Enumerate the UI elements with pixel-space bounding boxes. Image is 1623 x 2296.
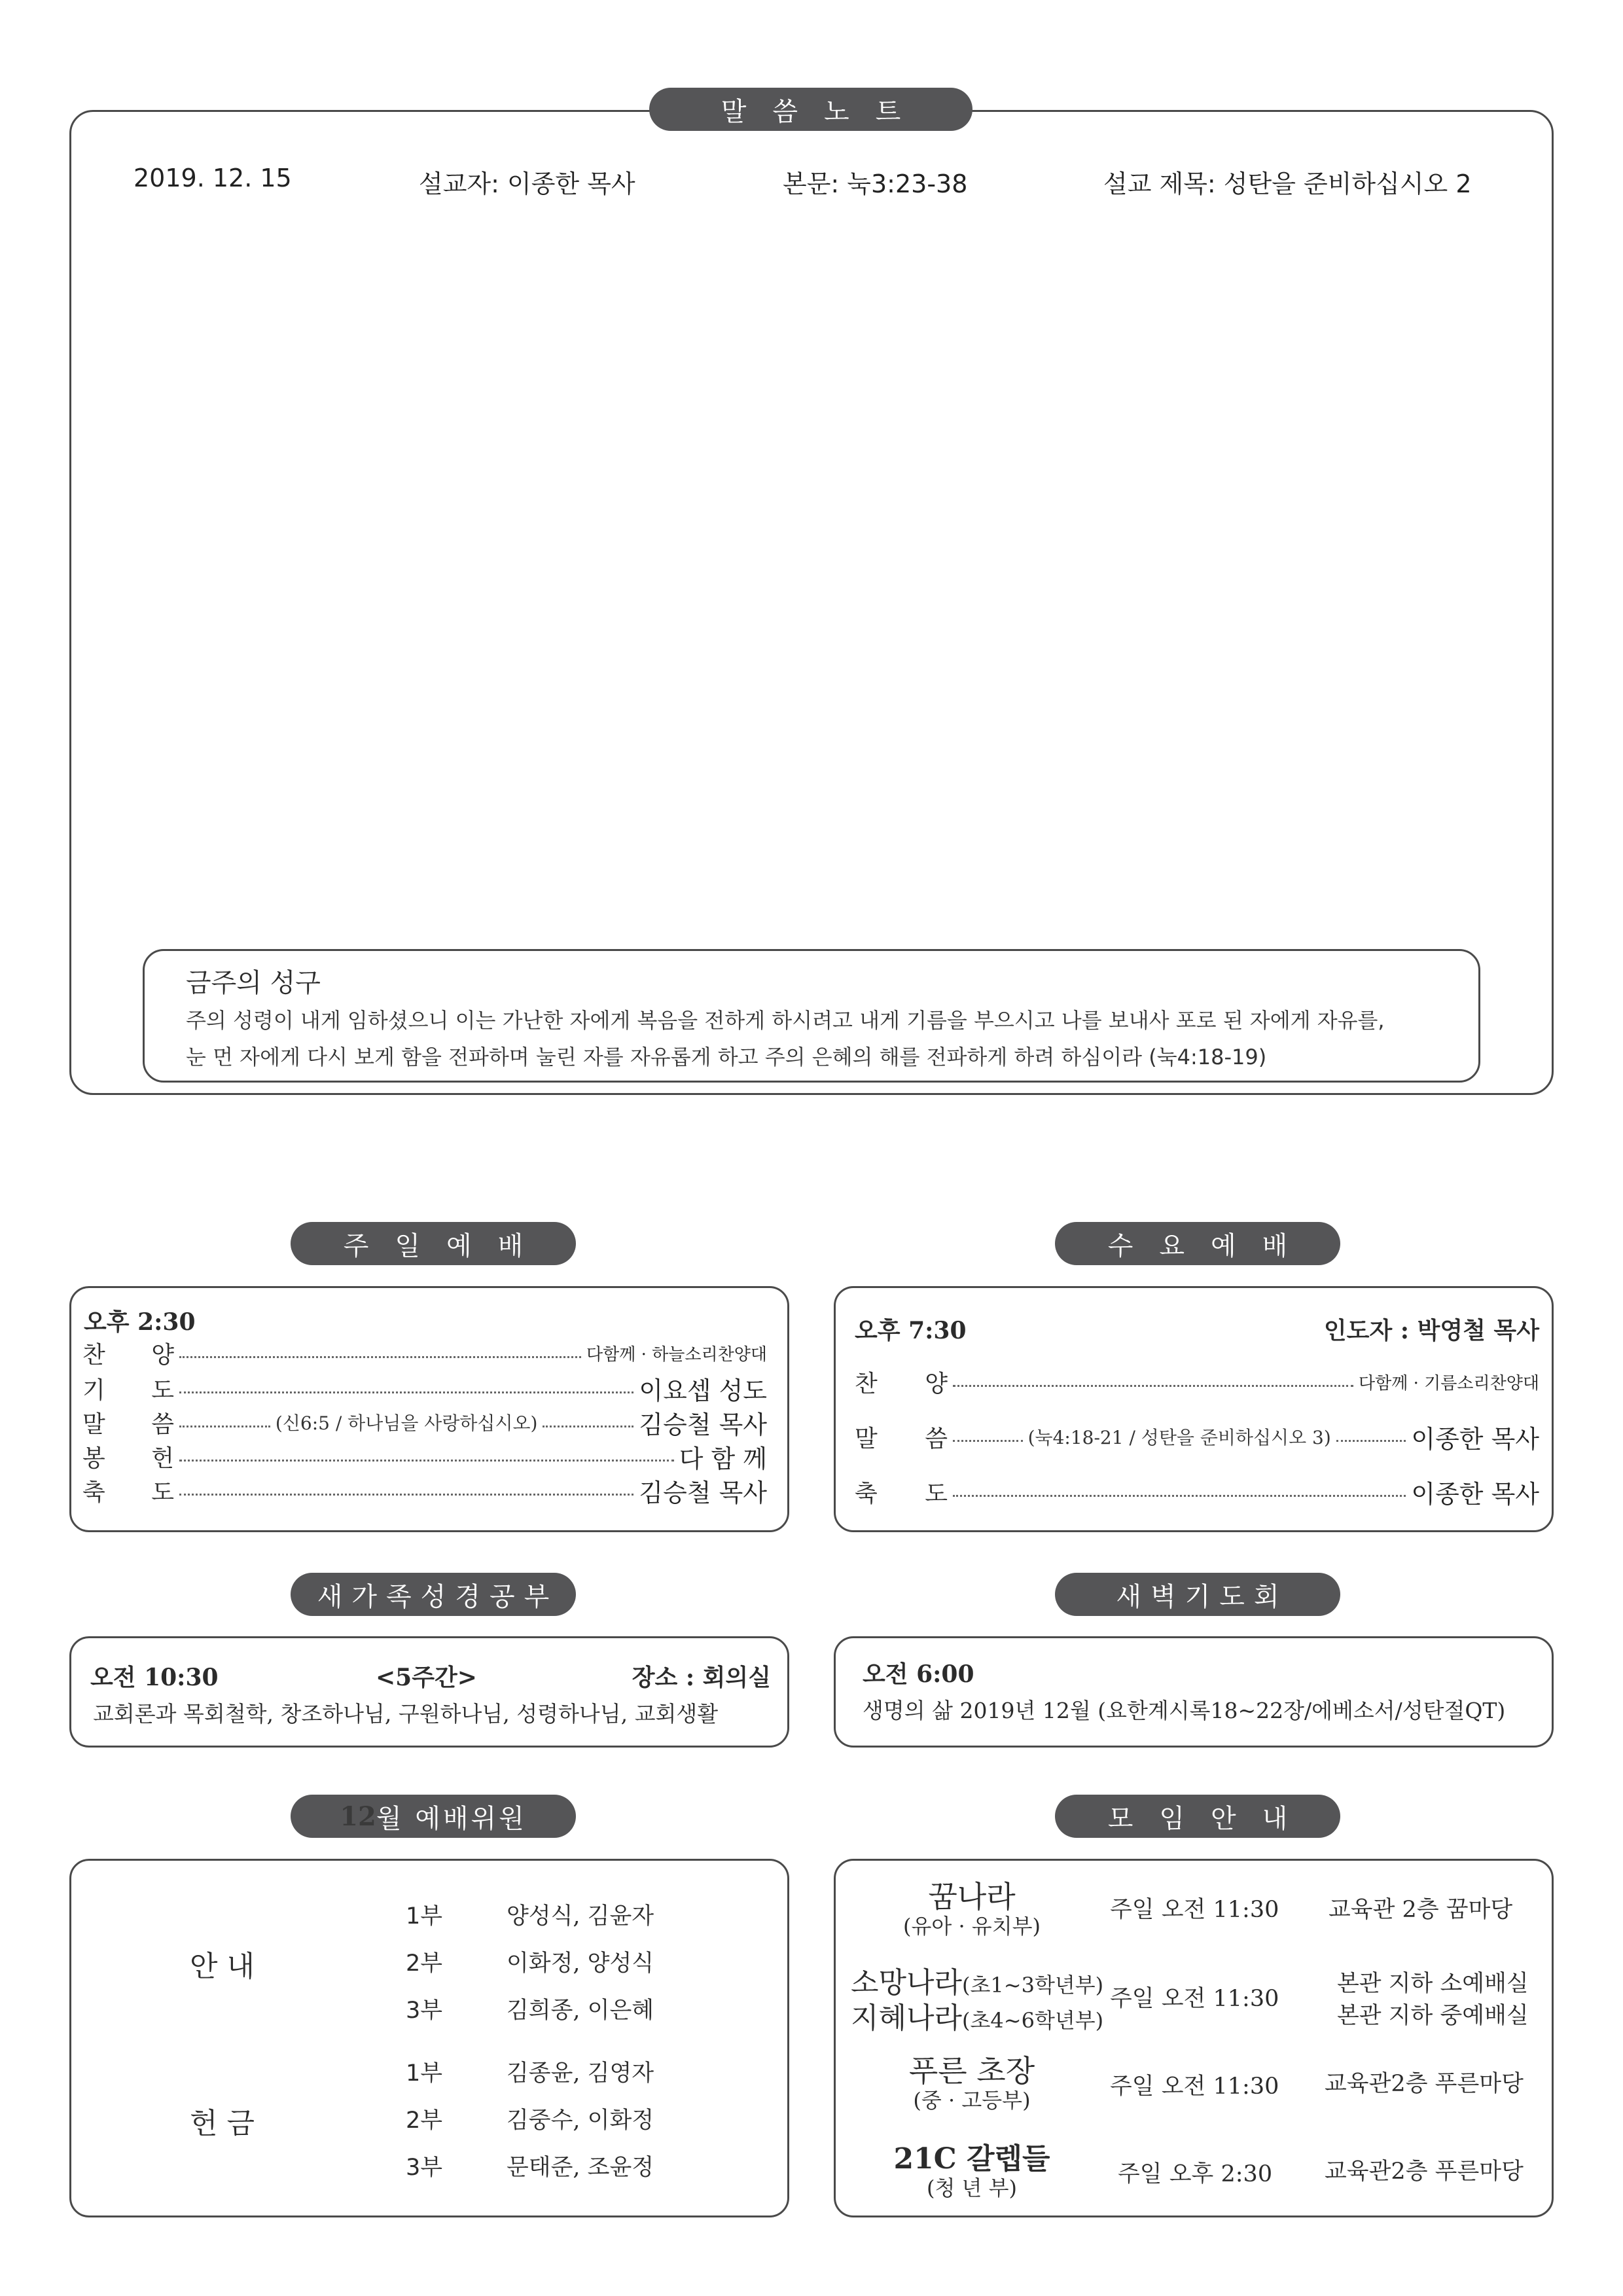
- committee-names: 김종윤, 김영자: [507, 2060, 654, 2087]
- sunday-order-row: [82, 1336, 767, 1369]
- sunday-order-label: [82, 1440, 174, 1473]
- meeting-hope-place: 본관 지하 소예배실: [1337, 1971, 1529, 1997]
- leader-dots: [1336, 1440, 1406, 1442]
- wednesday-order-label-char: 축: [855, 1480, 878, 1507]
- sunday-order-scripture: (신6:5 / 하나님을 사랑하십시오): [275, 1412, 538, 1434]
- leader-dots: [179, 1426, 270, 1427]
- sermon-title: 설교 제목: 성탄을 준비하십시오 2: [1103, 170, 1472, 198]
- dawn-prayer-title: 새벽기도회: [1055, 1573, 1340, 1616]
- sunday-order-person: 다함께 · 하늘소리찬양대: [586, 1344, 767, 1365]
- meeting-caleb-place: 교육관2층 푸른마당: [1325, 2159, 1524, 2185]
- bible-study-duration: <5주간>: [376, 1664, 477, 1691]
- meeting-wisdom-place: 본관 지하 중예배실: [1337, 2003, 1529, 2029]
- committee-names: 김중수, 이화정: [507, 2108, 654, 2134]
- sunday-order-label-char: 봉: [82, 1444, 105, 1472]
- wednesday-order-row: [855, 1420, 1539, 1453]
- wednesday-order-label-char: 찬: [855, 1370, 878, 1397]
- sunday-order-row: [82, 1440, 767, 1473]
- meeting-green-name: 푸른 초장: [908, 2053, 1035, 2089]
- wednesday-order-label: [855, 1365, 948, 1399]
- wednesday-order-label: [855, 1475, 948, 1509]
- meeting-caleb-name: 21C 갈렙들: [893, 2142, 1050, 2176]
- leader-dots: [179, 1494, 633, 1496]
- wednesday-order-label-char: 양: [925, 1370, 948, 1397]
- leader-dots: [953, 1440, 1023, 1442]
- meeting-green-place: 교육관2층 푸른마당: [1325, 2071, 1524, 2097]
- wednesday-worship-title: 수요예배: [1055, 1222, 1340, 1265]
- sunday-order-label: [82, 1406, 174, 1439]
- sunday-order-person: 다 함 께: [679, 1444, 767, 1473]
- sunday-order-person: 김승철 목사: [639, 1478, 767, 1507]
- committee-group-name: 헌 금: [190, 2107, 255, 2140]
- sunday-order-label: [82, 1474, 174, 1507]
- sermon-text: 본문: 눅3:23-38: [783, 170, 968, 198]
- sermon-note-box: [69, 110, 1554, 1095]
- committee-part: 2부: [406, 2108, 443, 2134]
- meeting-dream-name: 꿈나라: [928, 1879, 1016, 1914]
- sunday-order-label: [82, 1336, 174, 1370]
- wednesday-order-person: 다함께 · 기름소리찬양대: [1359, 1373, 1539, 1393]
- sunday-order-label: [82, 1372, 174, 1405]
- sermon-note-title: 말씀노트: [649, 88, 972, 131]
- leader-dots: [543, 1426, 633, 1427]
- wednesday-order-label-char: 씀: [925, 1425, 948, 1452]
- wednesday-order-label-char: 도: [925, 1480, 948, 1507]
- meeting-caleb-sub: (청 년 부): [926, 2176, 1018, 2200]
- wednesday-order-row: [855, 1365, 1539, 1398]
- meeting-wisdom-title: 지혜나라: [851, 2001, 963, 2035]
- wednesday-order-label-char: 말: [855, 1425, 878, 1452]
- dawn-prayer-material: 생명의 삶 2019년 12월 (요한계시록18~22장/에베소서/성탄절QT): [863, 1698, 1506, 1723]
- dawn-prayer-box: [834, 1636, 1554, 1748]
- committee-part: 1부: [406, 2060, 443, 2087]
- meeting-dream-sub: (유아 · 유치부): [902, 1914, 1041, 1939]
- committee-names: 이화정, 양성식: [507, 1950, 654, 1977]
- leader-dots: [953, 1385, 1353, 1387]
- sunday-order-person: 김승철 목사: [639, 1410, 768, 1439]
- bible-study-topics: 교회론과 목회철학, 창조하나님, 구원하나님, 성령하나님, 교회생활: [93, 1701, 719, 1727]
- meeting-hope-time: 주일 오전 11:30: [1110, 1986, 1279, 2012]
- committee-title-text: 월 예배위원: [376, 1803, 527, 1834]
- wednesday-worship-time: 오후 7:30: [855, 1317, 967, 1344]
- sunday-order-label-char: 찬: [82, 1341, 105, 1369]
- meeting-green-time: 주일 오전 11:30: [1110, 2073, 1279, 2100]
- committee-names: 김희종, 이은혜: [507, 1998, 654, 2024]
- committee-names: 문태준, 조윤정: [507, 2155, 654, 2181]
- bible-study-time: 오전 10:30: [90, 1664, 219, 1691]
- sunday-order-label-char: 양: [151, 1341, 174, 1369]
- wednesday-order-scripture: (눅4:18-21 / 성탄을 준비하십시오 3): [1027, 1427, 1331, 1448]
- bible-study-place: 장소 : 회의실: [632, 1664, 771, 1691]
- wednesday-order-person: 이종한 목사: [1411, 1479, 1539, 1509]
- sunday-worship-time: 오후 2:30: [84, 1308, 196, 1336]
- sunday-order-label-char: 축: [82, 1479, 105, 1506]
- wednesday-order-person: 이종한 목사: [1411, 1424, 1539, 1454]
- dawn-prayer-time: 오전 6:00: [863, 1660, 974, 1688]
- leader-dots: [953, 1495, 1406, 1497]
- committee-names: 양성식, 김윤자: [507, 1903, 654, 1929]
- leader-dots: [179, 1391, 633, 1393]
- committee-part: 1부: [406, 1903, 443, 1929]
- meetings-title: 모임안내: [1055, 1795, 1340, 1838]
- meeting-green-sub: (중 · 고등부): [913, 2088, 1031, 2113]
- sunday-order-row: [82, 1372, 767, 1405]
- leader-dots: [179, 1460, 674, 1462]
- bible-study-title: 새가족성경공부: [291, 1573, 576, 1616]
- committee-group-name: 안 내: [190, 1950, 255, 1983]
- sunday-order-label-char: 도: [151, 1376, 174, 1404]
- wednesday-worship-leader: 인도자 : 박영철 목사: [1323, 1317, 1539, 1344]
- meeting-dream-place: 교육관 2층 꿈마당: [1329, 1897, 1513, 1923]
- sermon-preacher: 설교자: 이종한 목사: [419, 170, 635, 198]
- committee-part: 2부: [406, 1950, 443, 1977]
- committee-title-month: 12: [340, 1801, 376, 1832]
- sunday-order-row: [82, 1474, 767, 1507]
- memory-verse-line2: 눈 먼 자에게 다시 보게 함을 전파하며 눌린 자를 자유롭게 하고 주의 은혜의 해를 전파하게 하려 하심이라 (눅4:18-19): [186, 1045, 1267, 1069]
- sunday-order-label-char: 기: [82, 1376, 105, 1404]
- sermon-date: 2019. 12. 15: [134, 164, 292, 192]
- sunday-worship-title: 주일예배: [291, 1222, 576, 1265]
- sunday-order-label-char: 말: [82, 1410, 105, 1438]
- meeting-caleb-time: 주일 오후 2:30: [1118, 2161, 1273, 2187]
- memory-verse-title: 금주의 성구: [186, 968, 321, 998]
- committee-part: 3부: [406, 2155, 443, 2181]
- sunday-order-row: [82, 1406, 767, 1439]
- meeting-dream-time: 주일 오전 11:30: [1110, 1897, 1279, 1923]
- committee-part: 3부: [406, 1998, 443, 2024]
- meeting-hope-sub: (초1~3학년부): [962, 1973, 1104, 1998]
- wednesday-order-row: [855, 1475, 1539, 1508]
- leader-dots: [179, 1356, 581, 1358]
- memory-verse-line1: 주의 성령이 내게 임하셨으니 이는 가난한 자에게 복음을 전하게 하시려고 내게 기름을 부으시고 나를 보내사 포로 된 자에게 자유를,: [186, 1008, 1385, 1033]
- committee-title: [291, 1795, 576, 1838]
- meeting-wisdom-sub: (초4~6학년부): [962, 2008, 1104, 2033]
- sunday-order-person: 이요셉 성도: [639, 1376, 767, 1405]
- meeting-hope-title: 소망나라: [851, 1966, 963, 2000]
- sunday-order-label-char: 도: [151, 1479, 174, 1506]
- sunday-order-label-char: 씀: [151, 1410, 174, 1438]
- wednesday-order-label: [855, 1420, 948, 1454]
- sunday-order-label-char: 헌: [151, 1444, 174, 1472]
- meeting-wisdom-name: [851, 1994, 1103, 2036]
